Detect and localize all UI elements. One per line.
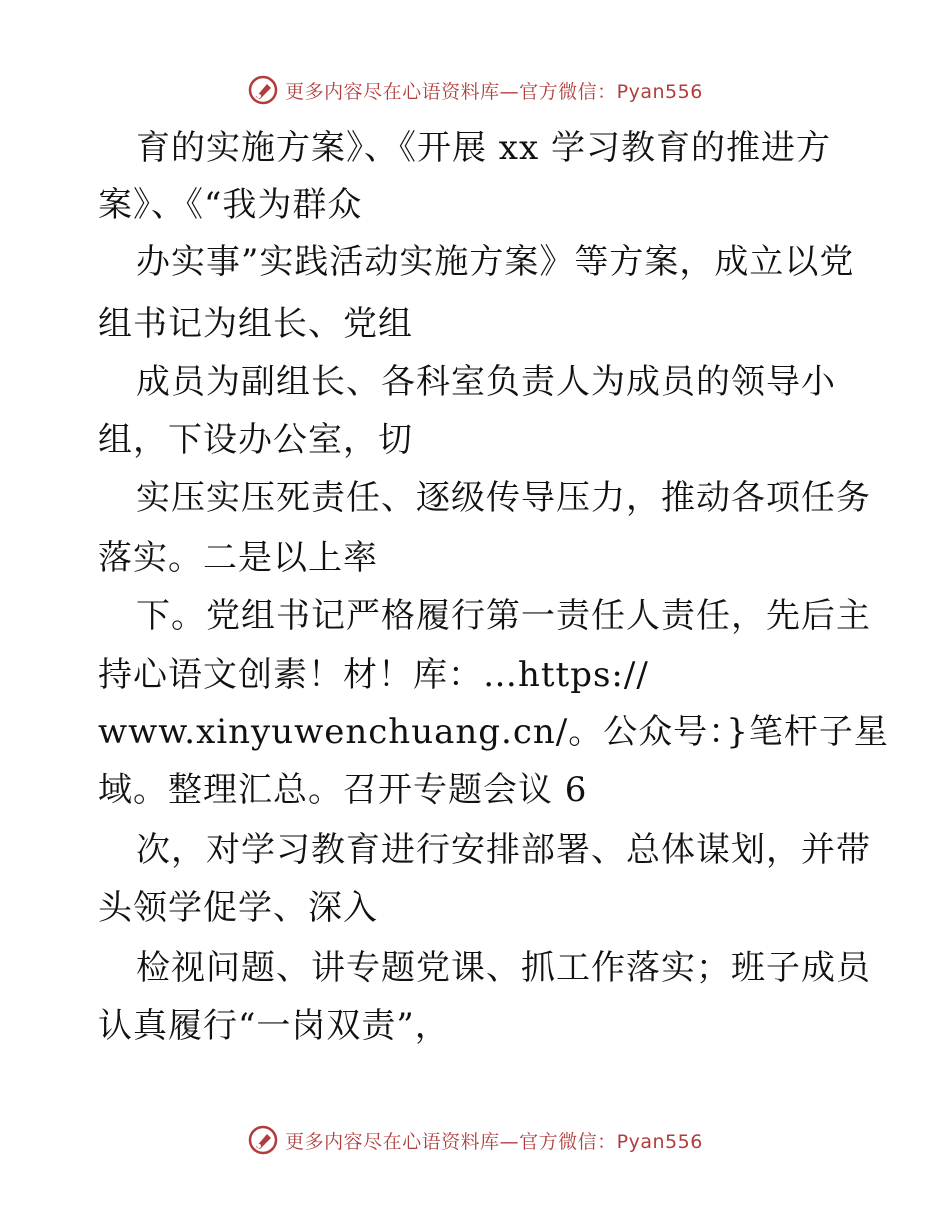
body-line: 域。整理汇总。召开专题会议 6 <box>98 770 588 810</box>
body-line: 组书记为组长、党组 <box>98 304 413 344</box>
body-line: 下。党组书记严格履行第一责任人责任，先后主 <box>136 596 871 636</box>
body-line: 次，对学习教育进行安排部署、总体谋划，并带 <box>136 830 871 870</box>
body-line: 成员为副组长、各科室负责人为成员的领导小 <box>136 362 836 402</box>
body-line: 实压实压死责任、逐级传导压力，推动各项任务 <box>136 478 871 518</box>
footer-banner-text: 更多内容尽在心语资料库—官方微信：Pyan556 <box>285 1130 703 1153</box>
body-line: 办实事”实践活动实施方案》等方案，成立以党 <box>136 242 855 282</box>
body-line: 落实。二是以上率 <box>98 538 378 578</box>
pen-nib-logo-icon <box>247 74 279 106</box>
body-line: 认真履行“一岗双责”， <box>98 1006 450 1046</box>
pen-nib-logo-icon <box>247 1124 279 1156</box>
header-banner-text: 更多内容尽在心语资料库—官方微信：Pyan556 <box>285 80 703 103</box>
body-line: 检视问题、讲专题党课、抓工作落实；班子成员 <box>136 948 871 988</box>
body-line: 头领学促学、深入 <box>98 888 378 928</box>
footer-banner <box>0 1120 950 1160</box>
body-line: 育的实施方案》、《开展 xx 学习教育的推进方 <box>136 128 831 168</box>
body-line: www.xinyuwenchuang.cn/。公众号：}笔杆子星 <box>98 712 889 752</box>
header-banner <box>0 70 950 110</box>
body-line: 持心语文创素！材！库：…https:// <box>98 655 649 695</box>
body-line: 组，下设办公室，切 <box>98 420 413 460</box>
body-line: 案》、《“我为群众 <box>98 185 363 225</box>
